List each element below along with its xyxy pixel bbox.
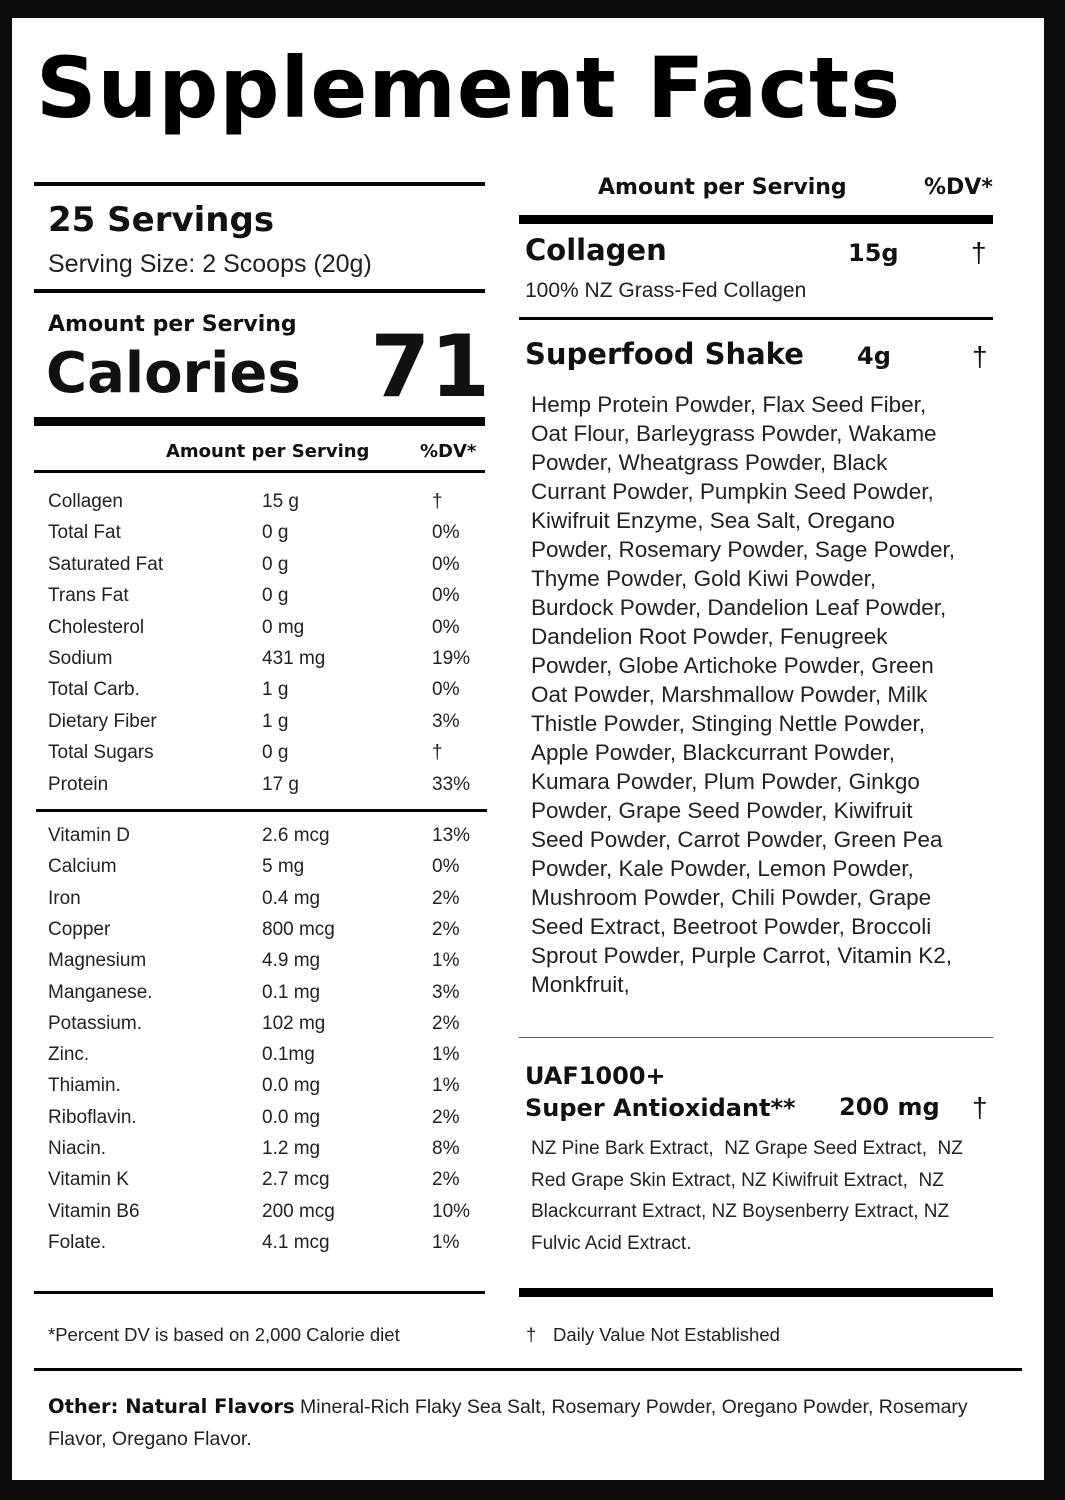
nutrient-name: Niacin. xyxy=(48,1138,107,1159)
nutrient-row xyxy=(48,581,478,611)
divider xyxy=(519,317,993,320)
nutrient-dv: 2% xyxy=(432,887,460,909)
nutrient-name: Total Carb. xyxy=(48,679,140,701)
nutrient-amount: 0.1mg xyxy=(262,1044,315,1066)
thick-divider xyxy=(519,215,993,224)
nutrient-row xyxy=(48,738,478,768)
uaf-dv: † xyxy=(972,1092,988,1123)
servings-count: 25 Servings xyxy=(48,200,275,240)
nutrient-row xyxy=(48,770,478,800)
nutrient-amount: 431 mg xyxy=(262,648,326,669)
collagen-title: Collagen xyxy=(525,233,667,267)
nutrient-row xyxy=(48,1040,478,1070)
superfood-amount: 4g xyxy=(857,342,891,370)
ingredient-line: Thistle Powder, Stinging Nettle Powder, xyxy=(531,711,925,736)
other-text: Mineral-Rich Flaky Sea Salt, Rosemary Powder, Oregano Powder, Rosemary Flavor, Oregano Flavor. xyxy=(48,1396,968,1450)
right-header-amount: Amount per Serving xyxy=(598,175,847,200)
ingredient-line: Burdock Powder, Dandelion Leaf Powder, xyxy=(531,595,947,620)
nutrient-amount: 17 g xyxy=(262,773,299,795)
superfood-dv: † xyxy=(972,341,988,372)
nutrient-amount: 0.0 mg xyxy=(262,1106,321,1128)
ingredient-line: Powder, Globe Artichoke Powder, Green xyxy=(531,653,934,678)
ingredient-line: Seed Powder, Carrot Powder, Green Pea xyxy=(531,827,943,852)
superfood-title: Superfood Shake xyxy=(525,337,804,371)
nutrient-amount: 1 g xyxy=(262,679,289,701)
nutrient-name: Sodium xyxy=(48,648,113,669)
nutrient-dv: 3% xyxy=(432,710,460,732)
ingredient-line: Mushroom Powder, Chili Powder, Grape xyxy=(531,885,932,910)
uaf-title-line1: UAF1000+ xyxy=(525,1062,666,1090)
divider xyxy=(34,1368,1022,1371)
nutrient-amount: 0 g xyxy=(262,553,289,575)
nutrient-dv: 19% xyxy=(432,648,471,669)
nutrient-amount: 0.4 mg xyxy=(262,887,321,909)
nutrient-dv: 10% xyxy=(432,1200,471,1222)
nutrient-name: Folate. xyxy=(48,1231,107,1253)
column-header-dv: %DV* xyxy=(420,441,477,462)
ingredient-line: Currant Powder, Pumpkin Seed Powder, xyxy=(531,479,934,504)
other-ingredients xyxy=(48,1391,978,1455)
nutrient-name: Manganese. xyxy=(48,981,153,1003)
nutrient-dv: 0% xyxy=(432,616,460,638)
ingredient-line: Thyme Powder, Gold Kiwi Powder, xyxy=(531,566,877,591)
divider xyxy=(34,289,485,293)
nutrient-name: Protein xyxy=(48,773,109,795)
nutrient-row xyxy=(48,915,478,945)
nutrient-row xyxy=(48,978,478,1008)
nutrient-dv: 3% xyxy=(432,981,460,1003)
nutrient-dv: 0% xyxy=(432,522,460,544)
nutrient-dv: 1% xyxy=(432,950,460,972)
other-label: Other: Natural Flavors xyxy=(48,1395,295,1418)
serving-size: Serving Size: 2 Scoops (20g) xyxy=(48,250,372,278)
nutrient-amount: 1.2 mg xyxy=(262,1138,321,1159)
nutrient-row xyxy=(48,613,478,643)
uaf-amount: 200 mg xyxy=(839,1093,940,1121)
nutrient-dv: † xyxy=(432,742,443,764)
nutrient-row xyxy=(48,707,478,737)
ingredient-line: Hemp Protein Powder, Flax Seed Fiber, xyxy=(531,392,927,417)
nutrient-row xyxy=(48,1071,478,1101)
nutrient-dv: 8% xyxy=(432,1138,460,1159)
nutrient-row xyxy=(48,1009,478,1039)
nutrient-amount: 102 mg xyxy=(262,1012,326,1034)
nutrient-amount: 1 g xyxy=(262,710,289,732)
nutrient-row xyxy=(48,675,478,705)
thick-divider xyxy=(519,1288,993,1297)
collagen-dv: † xyxy=(971,237,987,268)
nutrient-amount: 0.1 mg xyxy=(262,981,321,1003)
ingredient-line: Sprout Powder, Purple Carrot, Vitamin K2, xyxy=(531,943,953,968)
nutrient-name: Zinc. xyxy=(48,1044,90,1066)
nutrient-name: Collagen xyxy=(48,491,123,512)
nutrient-amount: 2.6 mcg xyxy=(262,825,330,846)
nutrient-row xyxy=(48,487,478,517)
uaf-ingredients xyxy=(531,1133,1001,1259)
nutrient-name: Calcium xyxy=(48,856,117,878)
nutrient-dv: 13% xyxy=(432,825,471,846)
amount-per-serving-label: Amount per Serving xyxy=(48,312,297,337)
nutrient-dv: 0% xyxy=(432,585,460,607)
nutrient-name: Cholesterol xyxy=(48,616,145,638)
nutrient-name: Vitamin D xyxy=(48,825,131,846)
nutrient-amount: 15 g xyxy=(262,491,299,512)
nutrient-dv: 1% xyxy=(432,1231,460,1253)
nutrient-row xyxy=(48,644,478,674)
nutrient-dv: 0% xyxy=(432,856,460,878)
nutrient-dv: 0% xyxy=(432,679,460,701)
percent-dv-footnote: *Percent DV is based on 2,000 Calorie diet xyxy=(48,1324,400,1345)
column-header-amount: Amount per Serving xyxy=(166,441,370,462)
nutrient-name: Total Fat xyxy=(48,522,121,544)
nutrient-row xyxy=(48,1165,478,1195)
calories-label: Calories xyxy=(46,341,301,406)
uaf-title-line2: Super Antioxidant** xyxy=(525,1094,796,1122)
ingredient-line: Seed Extract, Beetroot Powder, Broccoli xyxy=(531,914,932,939)
nutrient-amount: 0 g xyxy=(262,742,289,764)
nutrient-dv: 33% xyxy=(432,773,471,795)
nutrient-row xyxy=(48,1134,478,1164)
nutrient-name: Potassium. xyxy=(48,1012,142,1034)
nutrient-amount: 0 g xyxy=(262,585,289,607)
ingredient-line: Powder, Grape Seed Powder, Kiwifruit xyxy=(531,798,913,823)
nutrient-row xyxy=(48,518,478,548)
nutrient-amount: 5 mg xyxy=(262,856,305,878)
ingredient-line: Kumara Powder, Plum Powder, Ginkgo xyxy=(531,769,920,794)
nutrient-amount: 2.7 mcg xyxy=(262,1169,330,1191)
page-title: Supplement Facts xyxy=(36,39,902,137)
nutrient-dv: 2% xyxy=(432,918,460,940)
nutrient-row xyxy=(48,946,478,976)
ingredient-line: Oat Powder, Marshmallow Powder, Milk xyxy=(531,682,928,707)
nutrient-name: Vitamin K xyxy=(48,1169,129,1191)
nutrient-name: Riboflavin. xyxy=(48,1106,137,1128)
ingredient-line: Powder, Kale Powder, Lemon Powder, xyxy=(531,856,914,881)
nutrient-amount: 0 mg xyxy=(262,616,305,638)
ingredient-line: Powder, Wheatgrass Powder, Black xyxy=(531,450,888,475)
nutrient-dv: 0% xyxy=(432,553,460,575)
divider xyxy=(34,1291,485,1294)
ingredient-line: Powder, Rosemary Powder, Sage Powder, xyxy=(531,537,955,562)
nutrient-row xyxy=(48,1103,478,1133)
divider xyxy=(36,809,487,812)
nutrient-dv: 2% xyxy=(432,1106,460,1128)
nutrient-row xyxy=(48,821,478,851)
ingredient-line: Fulvic Acid Extract. xyxy=(531,1232,692,1254)
nutrient-row xyxy=(48,852,478,882)
nutrient-dv: 2% xyxy=(432,1169,460,1191)
right-header-dv: %DV* xyxy=(924,175,993,200)
nutrient-name: Magnesium xyxy=(48,950,147,972)
ingredient-line: Monkfruit, xyxy=(531,972,630,997)
nutrient-name: Dietary Fiber xyxy=(48,710,157,732)
collagen-description: 100% NZ Grass-Fed Collagen xyxy=(525,279,807,302)
nutrient-name: Thiamin. xyxy=(48,1075,121,1097)
nutrient-name: Iron xyxy=(48,887,81,909)
nutrient-name: Copper xyxy=(48,918,111,940)
nutrient-dv: 2% xyxy=(432,1012,460,1034)
nutrient-amount: 800 mcg xyxy=(262,918,335,940)
nutrient-amount: 0 g xyxy=(262,522,289,544)
divider xyxy=(34,182,485,186)
collagen-amount: 15g xyxy=(848,239,899,267)
ingredient-line: Blackcurrant Extract, NZ Boysenberry Extract, NZ xyxy=(531,1201,950,1222)
nutrient-name: Trans Fat xyxy=(48,585,129,607)
dagger-symbol: † xyxy=(526,1324,537,1345)
ingredient-line: Red Grape Skin Extract, NZ Kiwifruit Extract, NZ xyxy=(531,1169,944,1191)
nutrient-row xyxy=(48,1228,478,1258)
calories-value: 71 xyxy=(370,317,490,417)
nutrient-name: Saturated Fat xyxy=(48,553,164,575)
ingredient-line: NZ Pine Bark Extract, NZ Grape Seed Extract, NZ xyxy=(531,1138,963,1159)
nutrient-name: Total Sugars xyxy=(48,742,154,764)
ingredient-line: Apple Powder, Blackcurrant Powder, xyxy=(531,740,895,765)
nutrient-row xyxy=(48,1197,478,1227)
nutrient-row xyxy=(48,550,478,580)
superfood-ingredients xyxy=(531,390,991,999)
ingredient-line: Kiwifruit Enzyme, Sea Salt, Oregano xyxy=(531,508,895,533)
nutrient-row xyxy=(48,884,478,914)
nutrient-amount: 0.0 mg xyxy=(262,1075,321,1097)
divider xyxy=(34,470,485,473)
nutrient-name: Vitamin B6 xyxy=(48,1200,140,1222)
dagger-footnote: Daily Value Not Established xyxy=(553,1324,780,1345)
thick-divider xyxy=(34,417,485,426)
ingredient-line: Oat Flour, Barleygrass Powder, Wakame xyxy=(531,421,937,446)
nutrient-dv: 1% xyxy=(432,1044,460,1066)
nutrient-amount: 4.1 mcg xyxy=(262,1231,330,1253)
ingredient-line: Dandelion Root Powder, Fenugreek xyxy=(531,624,888,649)
nutrient-dv: † xyxy=(432,491,443,512)
thin-divider xyxy=(519,1037,993,1038)
nutrient-dv: 1% xyxy=(432,1075,460,1097)
nutrient-amount: 200 mcg xyxy=(262,1200,335,1222)
nutrient-amount: 4.9 mg xyxy=(262,950,321,972)
